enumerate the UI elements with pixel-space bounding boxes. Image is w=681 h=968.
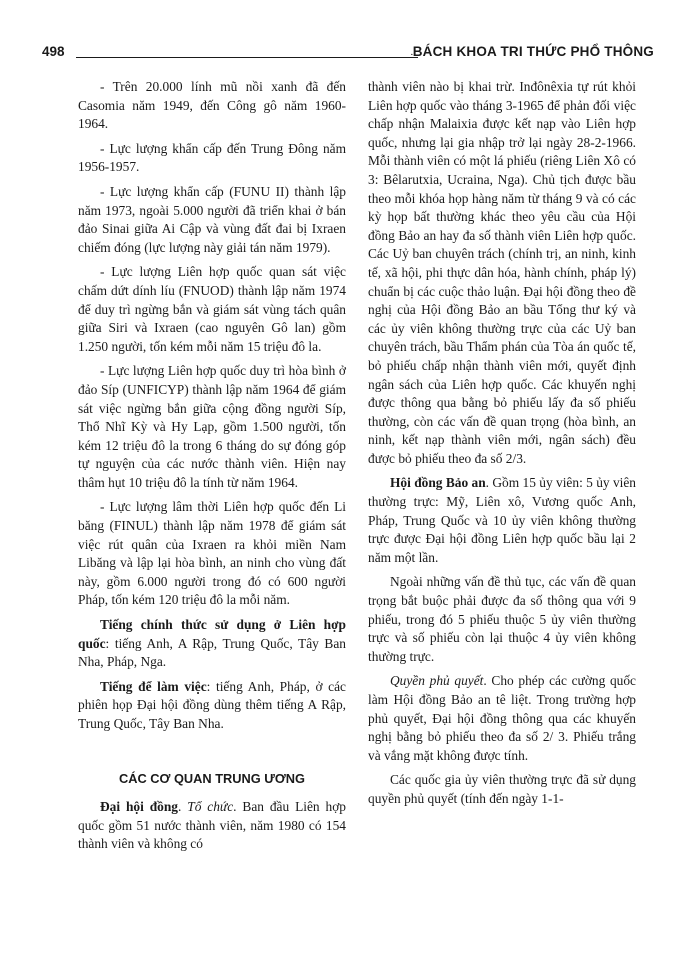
page-header bbox=[42, 38, 654, 68]
paragraph: - Lực lượng lâm thời Liên hợp quốc đến Li băng (FINUL) thành lập năm 1978 để giám sát việc rút quân của Ixraen ra khỏi miền Nam Libăng và lập lại hòa bình, an ninh cho vùng đất này, gồm 6.000 người trong đó có 600 người Pháp, tốn kém 120 triệu đô la mỗi năm. bbox=[78, 499, 346, 608]
paragraph: Hội đồng Bảo an. Gồm 15 ủy viên: 5 ủy viên thường trực: Mỹ, Liên xô, Vương quốc Anh, Pháp, Trung Quốc và 10 ủy viên không thường trực được Đại hội đồng Liên hợp quốc bầu lại 2 năm một lần. bbox=[368, 475, 637, 565]
paragraph: Tiếng chính thức sử dụng ở Liên hợp quốc: tiếng Anh, A Rập, Trung Quốc, Tây Ban Nha, Pháp, Nga. bbox=[78, 617, 346, 670]
paragraph: thành viên nào bị khai trừ. Inđônêxia tự rút khỏi Liên hợp quốc vào tháng 3-1965 để phản đối việc chấp nhận Malaixia được kết nạp vào Liên hợp quốc, nhưng lại gia nhập trở lại ngày 28-2-1966. Mỗi thành viên có một lá phiếu (riêng Liên Xô có 3: Bêlarutxia, Ucraina, Nga). Chủ tịch được bầu theo mỗi khóa họp hàng năm từ tháng 9 và có các kỳ họp bất thường khác theo yêu cầu của Hội đồng Bảo an hay đa số thành viên Liên hợp quốc. Các Uỷ ban chuyên trách (chính trị, an ninh, kinh tế, xã hội, phi thực dân hóa, hành chính, pháp lý) chuẩn bị các cuộc thảo luận. Đại hội đồng theo đề nghị của Hội đồng Bảo an bầu Tổng thư ký và các ủy viên không thường trực của các Uỷ ban chuyên trách, bầu Thẩm phán của Tòa án quốc tế, bỏ phiếu chấp nhận thành viên mới, quyết định ngân sách của Liên hợp quốc. Các khuyến nghị được thông qua bằng bỏ phiếu lấy đa số phiếu thường, còn các vấn đề quan trọng (hòa bình, an ninh, kết nạp thành viên mới, ngân sách) đều được bỏ phiếu theo đa số 2/3. bbox=[368, 79, 636, 466]
header-rule bbox=[76, 57, 418, 58]
term-security-council: Hội đồng Bảo an bbox=[390, 475, 486, 491]
paragraph: - Lực lượng khẩn cấp đến Trung Đông năm 1956-1957. bbox=[78, 140, 346, 175]
term-general-assembly: Đại hội đồng bbox=[100, 799, 179, 815]
paragraph: - Trên 20.000 lính mũ nồi xanh đã đến Casomia năm 1949, đến Công gô năm 1960-1964. bbox=[78, 79, 346, 132]
term-organization: Tổ chức bbox=[187, 799, 234, 815]
paragraph: - Lực lượng Liên hợp quốc quan sát việc chấm dứt dính líu (FNUOD) thành lập năm 1974 để duy trì ngừng bắn và giám sát vùng tách quân giữa Siri và Ixraen (cao nguyên Gô lan) gồm 1.250 người, tốn kém mỗi năm 15 triệu đô la. bbox=[78, 264, 346, 354]
header-dot: · bbox=[410, 49, 414, 61]
paragraph: Các quốc gia ủy viên thường trực đã sử dụng quyền phủ quyết (tính đến ngày 1-1- bbox=[368, 772, 636, 806]
term-official-languages: Tiếng chính thức sử dụng ở Liên hợp quốc bbox=[78, 617, 346, 651]
paragraph: - Lực lượng khẩn cấp (FUNU II) thành lập năm 1973, ngoài 5.000 người đã triển khai ở bán đảo Sinai giữa Ai Cập và vùng đất đai bị Ixraen chiếm đóng (lực lượng này giải tán năm 1979). bbox=[78, 183, 346, 255]
section-heading: CÁC CƠ QUAN TRUNG ƯƠNG bbox=[118, 770, 305, 786]
paragraph: - Lực lượng Liên hợp quốc duy trì hòa bình ở đảo Síp (UNFICYP) thành lập năm 1964 để giám sát việc ngừng bắn giữa cộng đồng người Síp, Thổ Nhĩ Kỳ và Hy Lạp, gồm 1.500 người, tốn kém 12 triệu đô la trong 6 tháng do sự đóng góp tự nguyện của các nước thành viên. Hiện nay thâm hụt 10 triệu đô la tính từ năm 1964. bbox=[78, 363, 346, 490]
term-working-languages: Tiếng để làm việc bbox=[100, 678, 207, 694]
paragraph: Quyền phủ quyết. Cho phép các cường quốc làm Hội đồng Bảo an tê liệt. Trong trường hợp phủ quyết, Đại hội đồng thông qua các khuyến nghị bằng bỏ phiếu theo đa số 2/ 3. Phiếu trắng và vắng mặt không được tính. bbox=[368, 673, 636, 763]
paragraph: Tiếng để làm việc: tiếng Anh, Pháp, ở các phiên họp Đại hội đồng dùng thêm tiếng A Rập, Trung Quốc, Tây Ban Nha. bbox=[78, 678, 346, 731]
right-column bbox=[368, 78, 636, 815]
paragraph: Đại hội đồng. Tổ chức. Ban đầu Liên hợp quốc gồm 51 nước thành viên, năm 1980 có 154 thành viên và không có bbox=[78, 799, 346, 852]
left-column bbox=[78, 78, 346, 860]
paragraph: Ngoài những vấn đề thủ tục, các vấn đề quan trọng bắt buộc phải được đa số thông qua với 9 phiếu, trong đó 5 phiếu thuộc 5 ủy viên thường trực và số phiếu còn lại thuộc 4 ủy viên không thường trực. bbox=[368, 574, 636, 664]
term-veto: Quyền phủ quyết bbox=[390, 673, 484, 689]
running-title: BÁCH KHOA TRI THỨC PHỔ THÔNG bbox=[412, 44, 654, 59]
page-number: 498 bbox=[42, 44, 65, 59]
